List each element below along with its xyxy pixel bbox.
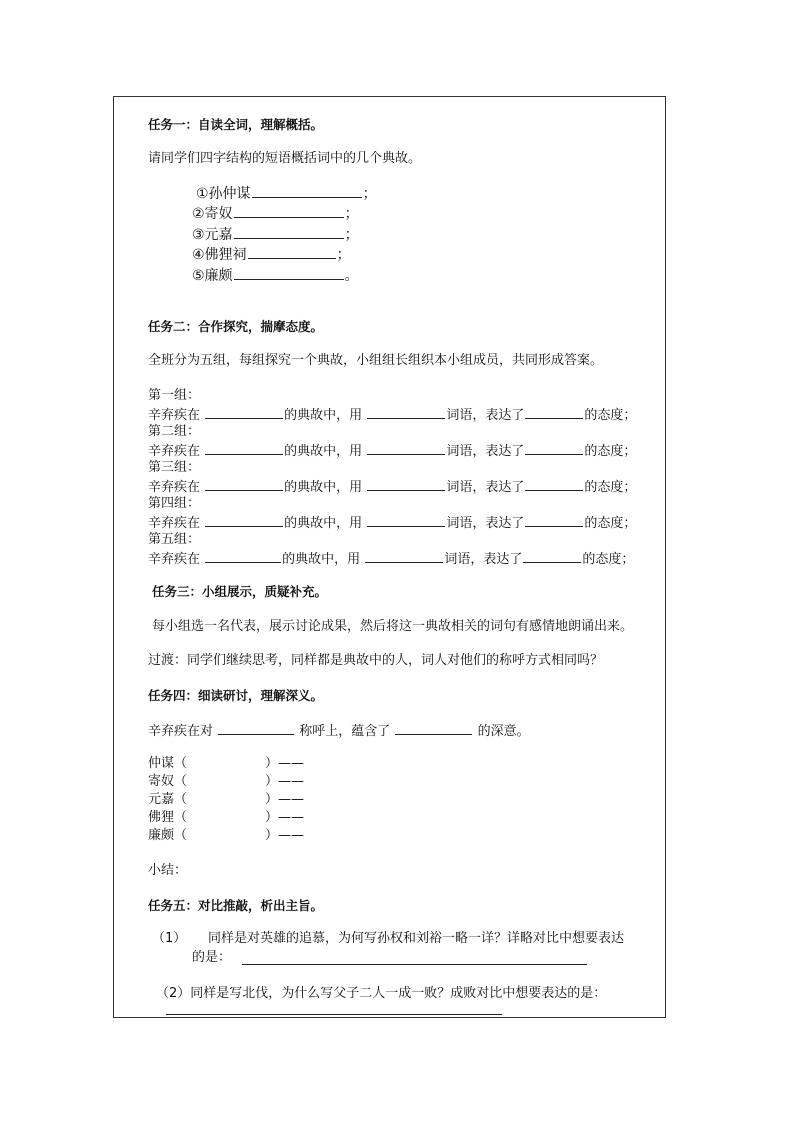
answer-blank[interactable] [252,185,362,198]
item-label: ⑤廉颇 [192,268,233,284]
answer-blank[interactable] [525,406,583,419]
name-row-3: 元嘉（ ）—— [148,792,305,807]
task1-item-4: ④佛狸祠 ； [192,247,351,263]
q1-text-line2: 的是： [192,950,232,965]
task4-title: 任务四：细读研讨，理解深义。 [148,688,324,703]
task5-title: 任务五：对比推敲，析出主旨。 [148,898,324,913]
group-1-label: 第一组： [148,388,201,403]
q1-answer-line[interactable] [242,964,587,965]
name-row-5: 廉颇（ ）—— [148,828,305,843]
answer-blank[interactable] [523,550,581,563]
name-row-4: 佛狸（ ）—— [148,810,305,825]
answer-blank[interactable] [395,722,472,735]
task1-item-5: ⑤廉颇 。 [192,268,359,284]
task4-summary: 小结： [148,863,188,878]
group-1-sentence: 辛弃疾在 的典故中，用 词语，表达了 的态度； [148,408,637,423]
answer-blank[interactable] [234,205,344,218]
answer-blank[interactable] [248,246,336,259]
answer-blank[interactable] [365,550,443,563]
group-2-sentence: 辛弃疾在 的典故中，用 词语，表达了 的态度； [148,444,637,459]
answer-blank[interactable] [218,722,294,735]
answer-blank[interactable] [367,442,445,455]
item-label: ④佛狸祠 [192,247,247,263]
task3-title: 任务三：小组展示，质疑补充。 [152,584,328,599]
answer-blank[interactable] [234,267,344,280]
task3-instruction: 每小组选一名代表，展示讨论成果，然后将这一典故相关的词句有感情地朗诵出来。 [152,619,634,634]
item-label: ①孙仲谋 [196,186,251,202]
answer-blank[interactable] [205,478,283,491]
task1-item-3: ③元嘉 ； [192,227,359,243]
q1-number: （1） [152,931,187,946]
task2-title: 任务二：合作探究，揣摩态度。 [148,319,324,334]
answer-blank[interactable] [525,478,583,491]
task1-item-1: ①孙仲谋 ； [196,186,377,202]
answer-blank[interactable] [205,406,283,419]
group-2-label: 第二组： [148,424,201,439]
task2-instruction: 全班分为五组，每组探究一个典故，小组组长组织本小组成员，共同形成答案。 [148,353,604,368]
answer-blank[interactable] [367,478,445,491]
group-4-label: 第四组： [148,496,201,511]
answer-blank[interactable] [525,514,583,527]
group-4-sentence: 辛弃疾在 的典故中，用 词语，表达了 的态度； [148,516,637,531]
task1-title: 任务一：自读全词，理解概括。 [148,117,324,132]
name-row-1: 仲谋（ ）—— [148,756,305,771]
task3-transition: 过渡：同学们继续思考，同样都是典故中的人，词人对他们的称呼方式相同吗？ [148,653,604,668]
name-row-2: 寄奴（ ）—— [148,774,305,789]
answer-blank[interactable] [205,442,283,455]
group-3-label: 第三组： [148,460,201,475]
group-3-sentence: 辛弃疾在 的典故中，用 词语，表达了 的态度； [148,480,637,495]
task1-item-2: ②寄奴 ； [192,206,359,222]
item-label: ②寄奴 [192,206,233,222]
q1-text-line1: 同样是对英雄的追慕，为何写孙权和刘裕一略一详？详略对比中想要表达 [208,931,625,946]
answer-blank[interactable] [525,442,583,455]
group-5-sentence: 辛弃疾在 的典故中，用 词语，表达了 的态度； [148,552,635,567]
answer-blank[interactable] [367,514,445,527]
answer-blank[interactable] [367,406,445,419]
answer-blank[interactable] [205,514,283,527]
group-5-label: 第五组： [148,532,201,547]
answer-blank[interactable] [234,226,344,239]
q2-answer-line[interactable] [166,1014,502,1015]
task1-instruction: 请同学们四字结构的短语概括词中的几个典故。 [148,151,422,166]
task4-sentence: 辛弃疾在对 称呼上，蕴含了 的深意。 [148,724,530,739]
answer-blank[interactable] [205,550,281,563]
q2-text: （2）同样是写北伐，为什么写父子二人一成一败？成败对比中想要表达的是： [156,986,607,1001]
item-label: ③元嘉 [192,227,233,243]
